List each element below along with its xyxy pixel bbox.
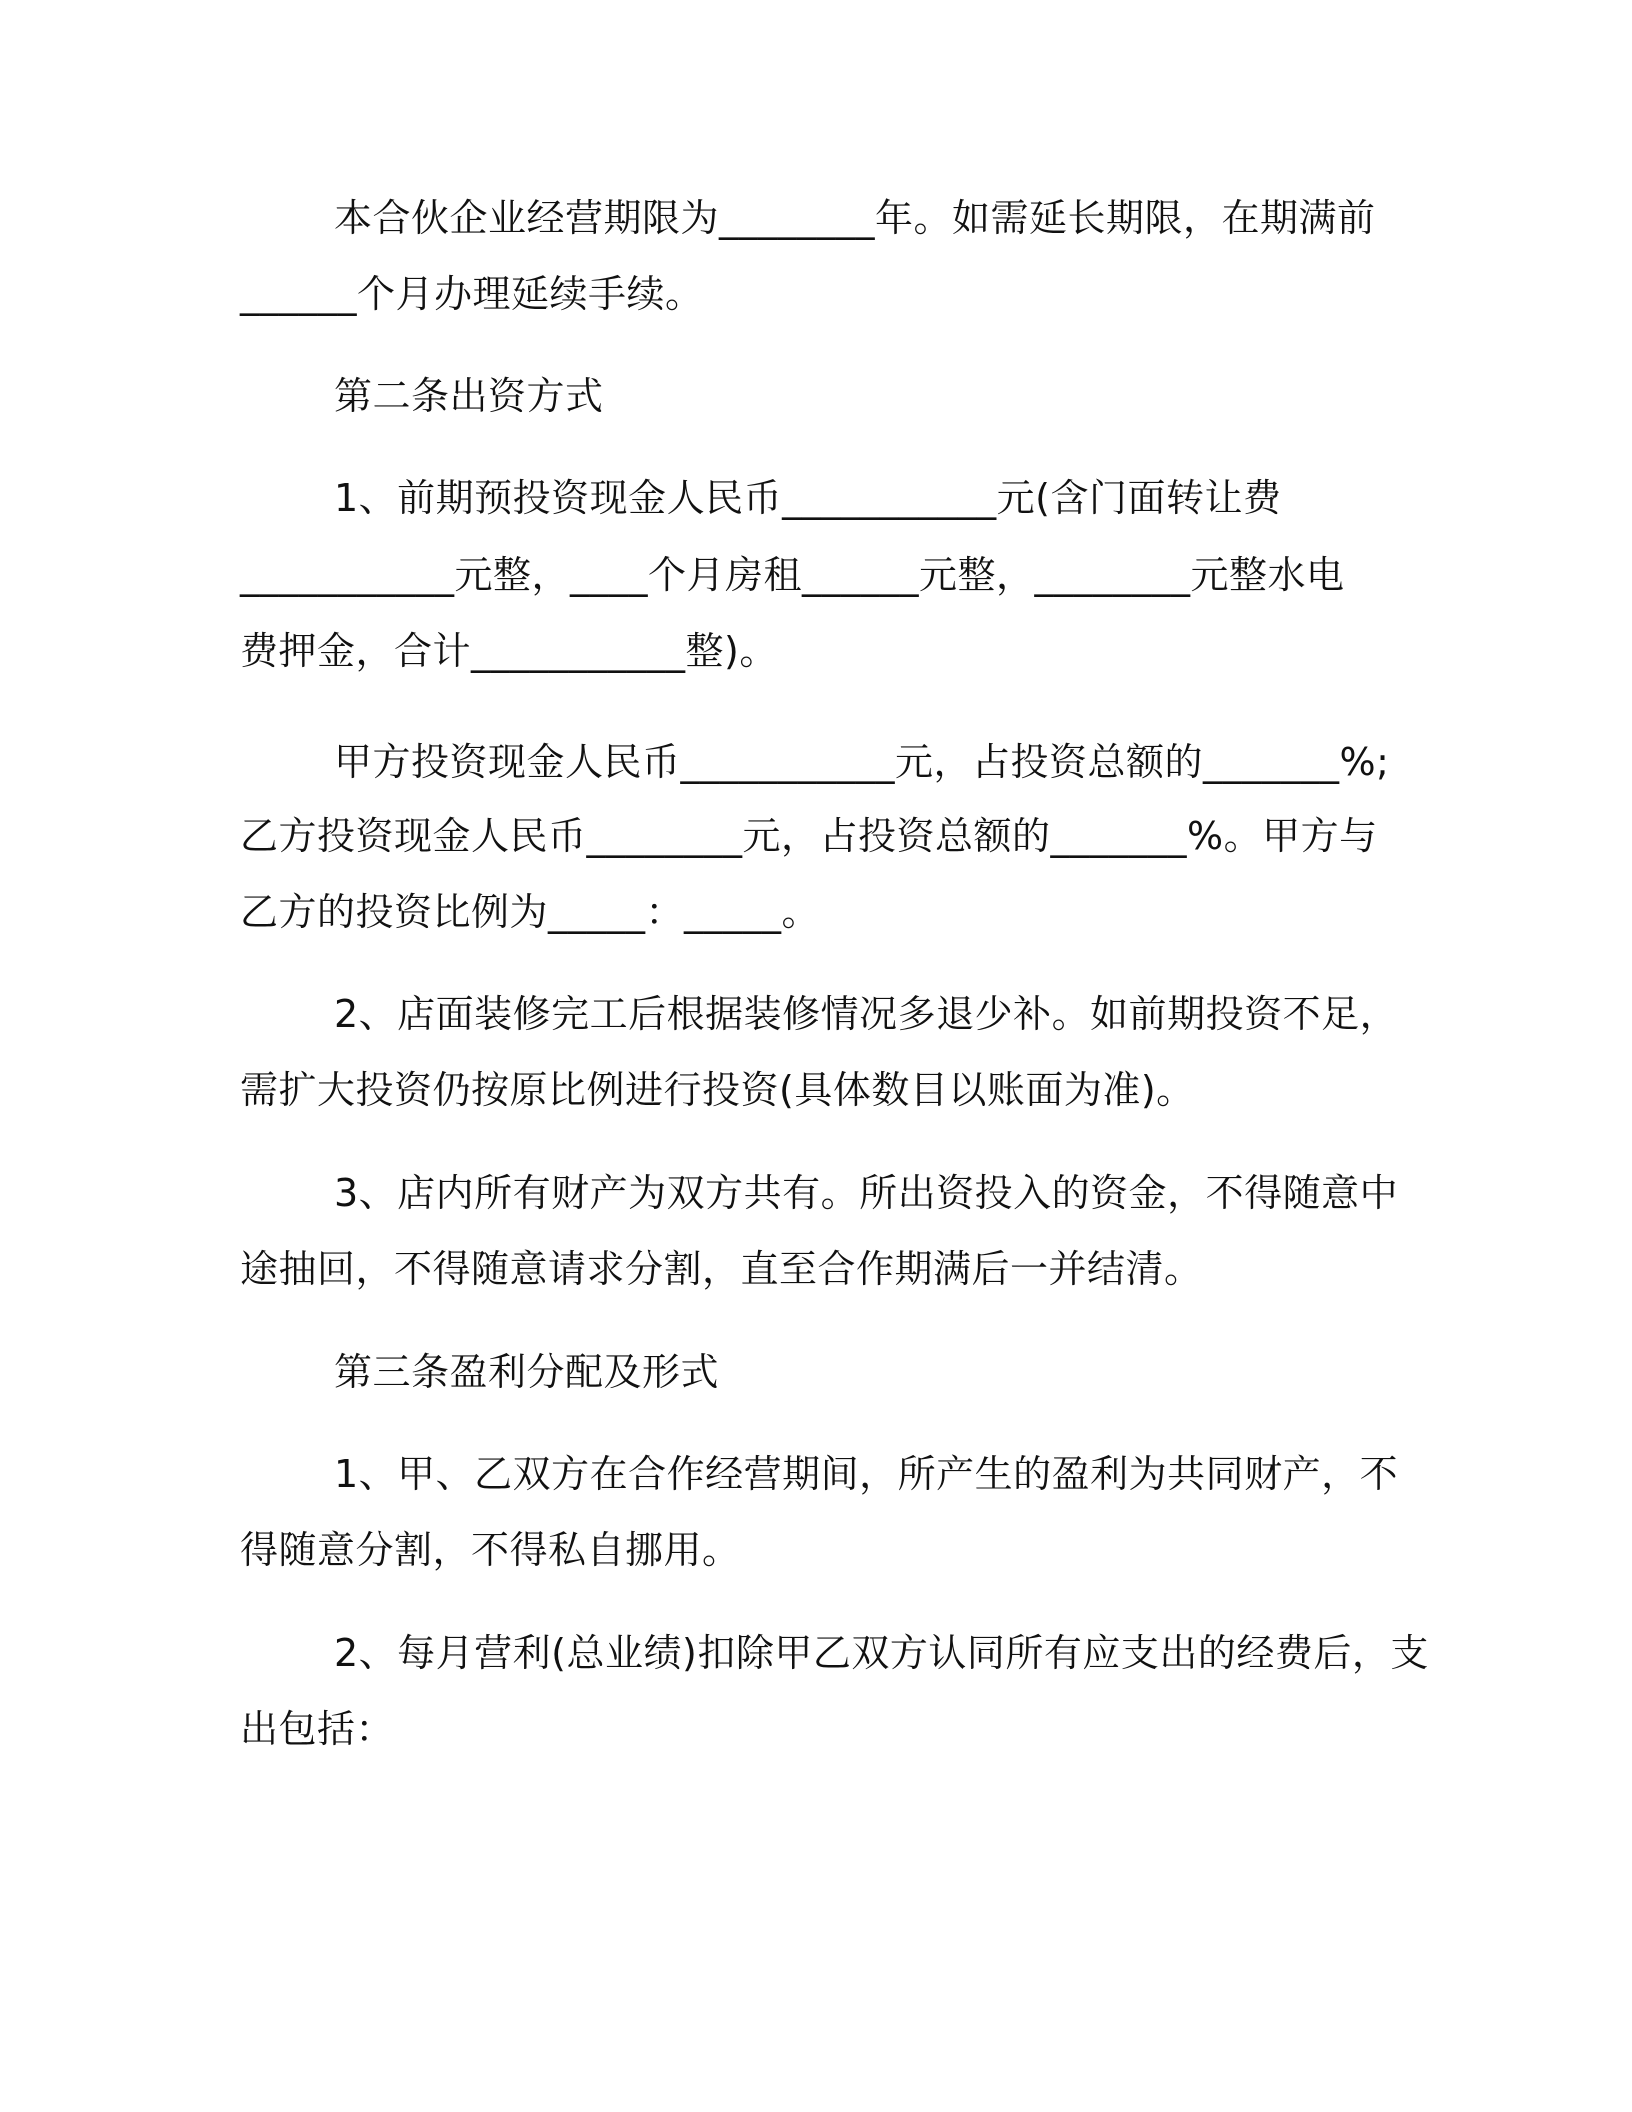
clause-3-line-1: 3、店内所有财产为双方共有。所出资投入的资金，不得随意中	[334, 1171, 1399, 1215]
clause-2-line-2: 需扩大投资仍按原比例进行投资(具体数目以账面为准)。	[240, 1068, 1195, 1112]
profit-clause-1-line-1: 1、甲、乙双方在合作经营期间，所产生的盈利为共同财产，不	[334, 1452, 1399, 1496]
term-period-line-1: 本合伙企业经营期限为________年。如需延长期限，在期满前	[334, 196, 1376, 240]
clause-3-line-2: 途抽回，不得随意请求分割，直至合作期满后一并结清。	[240, 1247, 1203, 1291]
section-heading-capital-contribution: 第二条出资方式	[334, 374, 604, 418]
clause-1-line-3: 费押金，合计___________整)。	[240, 629, 778, 673]
investment-share-line-1: 甲方投资现金人民币___________元，占投资总额的_______%;	[334, 740, 1390, 784]
clause-1-line-2: ___________元整，____个月房租______元整，________元整水电	[240, 553, 1345, 597]
clause-2-line-1: 2、店面装修完工后根据装修情况多退少补。如前期投资不足，	[334, 992, 1399, 1036]
section-heading-profit-distribution: 第三条盈利分配及形式	[334, 1350, 720, 1394]
profit-clause-1-line-2: 得随意分割，不得私自挪用。	[240, 1528, 741, 1572]
term-period-line-2: ______个月办理延续手续。	[240, 272, 704, 316]
investment-share-line-2: 乙方投资现金人民币________元，占投资总额的_______%。甲方与	[240, 814, 1378, 858]
profit-clause-2-line-1: 2、每月营利(总业绩)扣除甲乙双方认同所有应支出的经费后，支	[334, 1631, 1429, 1675]
investment-share-line-3: 乙方的投资比例为_____：_____。	[240, 890, 821, 934]
clause-1-line-1: 1、前期预投资现金人民币___________元(含门面转让费	[334, 476, 1282, 520]
profit-clause-2-line-2: 出包括：	[240, 1707, 395, 1751]
